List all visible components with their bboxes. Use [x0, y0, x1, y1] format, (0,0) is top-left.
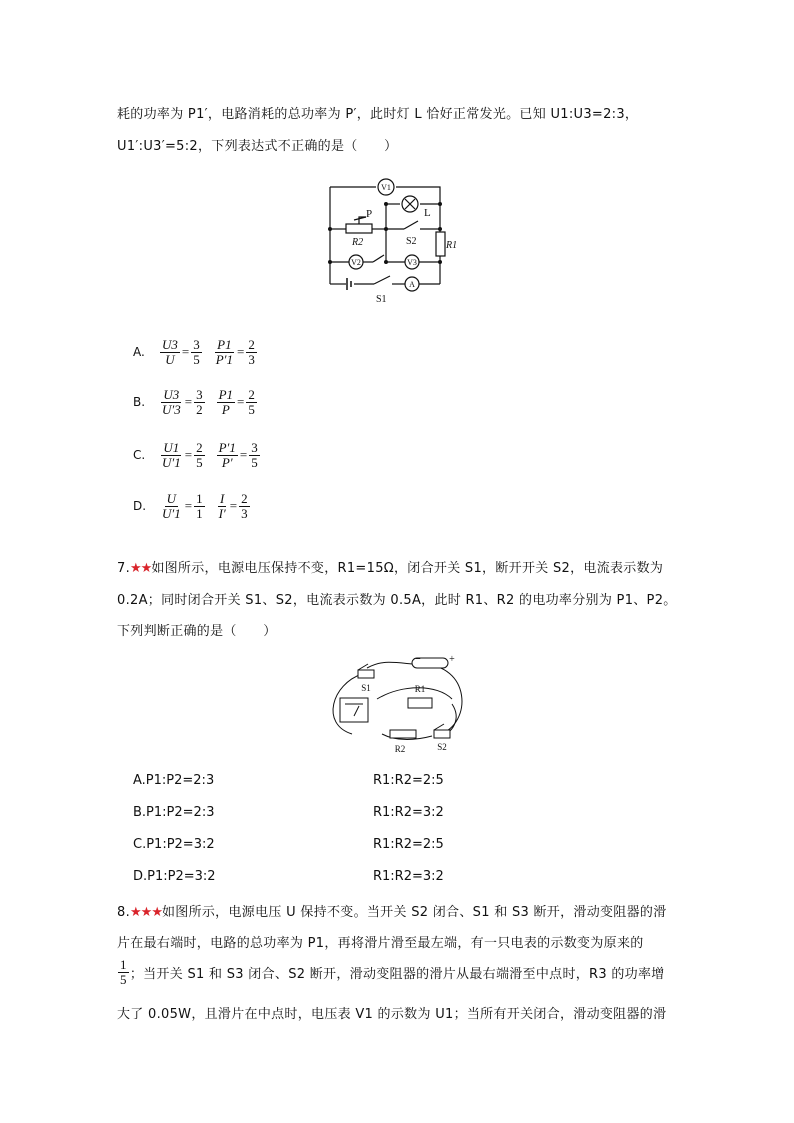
label-v3: V3 — [407, 258, 417, 267]
label-s1: S1 — [376, 294, 387, 305]
q6-option-a[interactable]: A. $\frac{U3}{U}$ = $\frac{3}{5}$ $\frac{P1}{P'1}$ = $\frac{2}{3}$ — [133, 336, 255, 367]
q6-option-c[interactable]: C. $\frac{U1}{U'1}$ = $\frac{2}{5}$ $\frac{P'1}{P'}$ = $\frac{3}{5}$ — [133, 439, 258, 470]
option-letter: D. — [133, 499, 147, 513]
label-v1: V1 — [381, 183, 391, 192]
fraction: $\frac{3}{5}$ — [251, 439, 258, 470]
fig-label-minus: − — [415, 654, 421, 665]
q7-option-c[interactable]: C.P1:P2=3:2 R1:R2=2:5 — [133, 837, 444, 852]
label-l: L — [424, 207, 431, 219]
fig-label-s2: S2 — [437, 742, 447, 752]
q6-option-d[interactable]: D. $\frac{U}{U'1}$ = $\frac{1}{1}$ $\frac{I}{I'}$ = $\frac{2}{3}$ — [133, 490, 248, 521]
fig-label-r2: R2 — [394, 744, 406, 754]
fraction: $\frac{P1}{P'1}$ — [215, 336, 234, 367]
q7-option-d[interactable]: D.P1:P2=3:2 R1:R2=3:2 — [133, 869, 444, 884]
option-letter: B. — [133, 395, 146, 409]
q8-text-line-2: 片在最右端时，电路的总功率为 P1，再将滑片滑至最左端，有一只电表的示数变为原来的 — [117, 936, 644, 951]
fraction: $\frac{3}{2}$ — [196, 386, 203, 417]
q7-difficulty-stars: ★★ — [130, 561, 152, 576]
label-s2: S2 — [406, 236, 417, 247]
q7-text-line-2: 0.2A；同时闭合开关 S1、S2，电流表示数为 0.5A，此时 R1、R2 的电功率分别为 P1、P2。 — [117, 593, 677, 608]
q8-text-line-4: 大了 0.05W，且滑片在中点时，电压表 V1 的示数为 U1；当所有开关闭合，滑动变阻器的滑 — [117, 1007, 667, 1022]
label-v2: V2 — [351, 258, 361, 267]
fraction: $\frac{U3}{U'3}$ — [162, 386, 181, 417]
fraction: $\frac{3}{5}$ — [193, 336, 200, 367]
q7-text-line-1 — [117, 557, 663, 576]
q7-number: 7. — [117, 561, 131, 576]
label-a: A — [409, 280, 415, 289]
q8-number: 8. — [117, 905, 131, 920]
q8-fraction: $\frac{1}{5}$ — [120, 957, 127, 987]
fraction: $\frac{P'1}{P'}$ — [218, 439, 236, 470]
fraction: $\frac{2}{5}$ — [196, 439, 203, 470]
q8-text-line-1 — [117, 901, 667, 920]
fig-label-plus: + — [449, 654, 455, 665]
fraction: $\frac{P1}{P}$ — [218, 386, 234, 417]
option-letter: A. — [133, 345, 145, 359]
fraction: $\frac{2}{5}$ — [248, 386, 255, 417]
label-p: P — [366, 208, 373, 220]
fraction: $\frac{I}{I'}$ — [218, 490, 226, 521]
label-r2: R2 — [352, 237, 364, 248]
q8-text-line-3: $\frac{1}{5}$ ；当开关 S1 和 S3 闭合、S2 断开，滑动变阻器的滑片从最右端滑至中点时，R3 的功率增 — [120, 957, 665, 987]
fraction: $\frac{1}{1}$ — [196, 490, 203, 521]
fraction: $\frac{U}{U'1}$ — [162, 490, 181, 521]
q7-circuit-illustration — [322, 654, 472, 754]
q7-option-a[interactable]: A.P1:P2=2:3 R1:R2=2:5 — [133, 773, 444, 788]
q6-option-b[interactable]: B. $\frac{U3}{U'3}$ = $\frac{3}{2}$ $\frac{P1}{P}$ = $\frac{2}{5}$ — [133, 386, 255, 417]
q7-text: 如图所示，电源电压保持不变，R1=15Ω，闭合开关 S1，断开开关 S2，电流表示数为 — [151, 561, 664, 576]
q7-option-b[interactable]: B.P1:P2=2:3 R1:R2=3:2 — [133, 805, 444, 820]
q6-circuit-diagram — [318, 172, 468, 312]
fraction: $\frac{2}{3}$ — [241, 490, 248, 521]
fraction: $\frac{2}{3}$ — [248, 336, 255, 367]
q6-text-line-2: U1′:U3′=5:2，下列表达式不正确的是（ ） — [117, 139, 398, 154]
q8-text: 如图所示，电源电压 U 保持不变。当开关 S2 闭合、S1 和 S3 断开，滑动变阻器的滑 — [161, 905, 667, 920]
label-r1: R1 — [446, 240, 458, 251]
q6-text-line-1: 耗的功率为 P1′，电路消耗的总功率为 P′，此时灯 L 恰好正常发光。已知 U1:U3=2:3， — [117, 107, 639, 122]
q7-text-line-3: 下列判断正确的是（ ） — [117, 624, 277, 639]
fig-label-r1: R1 — [414, 684, 426, 694]
q8-difficulty-stars: ★★★ — [130, 905, 162, 920]
fig-label-s1: S1 — [361, 683, 371, 693]
fraction: $\frac{U3}{U}$ — [162, 336, 178, 367]
fraction: $\frac{U1}{U'1}$ — [162, 439, 181, 470]
option-letter: C. — [133, 448, 146, 462]
